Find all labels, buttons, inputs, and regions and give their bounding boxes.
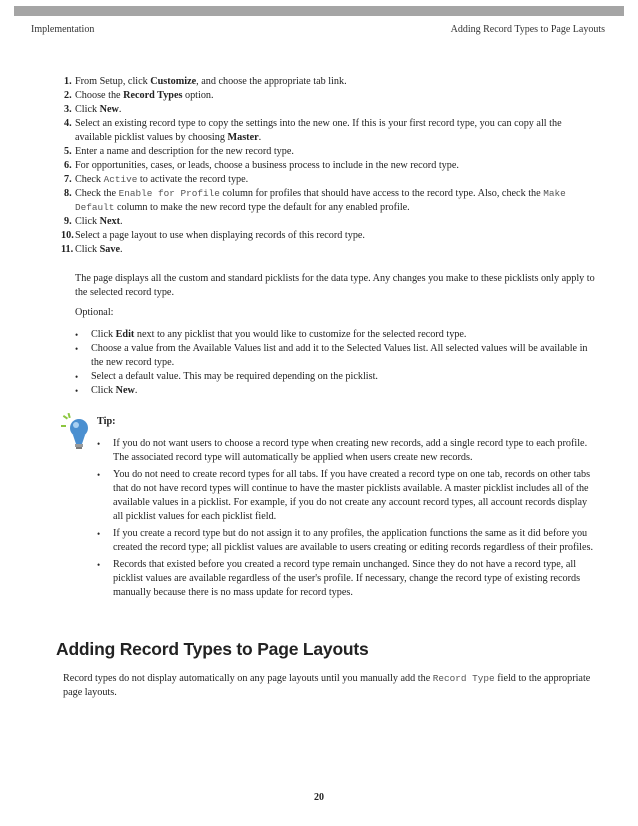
step-number: 5. [64,146,72,157]
step-text: For opportunities, cases, or leads, choose a business process to include in the new record type. [75,160,459,171]
step-number: 2. [64,90,72,101]
ui-label: Master [227,132,259,143]
tip-list [97,437,594,603]
step-text: From Setup, click Customize, and choose the appropriate tab link. [75,76,347,87]
step-item [43,243,595,257]
step-number: 8. [64,188,72,199]
running-header-section: Implementation [31,24,95,35]
step-text: Click Next. [75,216,123,227]
step-number: 1. [64,76,72,87]
step-item [43,159,595,173]
field-name: Active [103,174,138,185]
tip-item: • If you create a record type but do not assign it to any profiles, the application functions the same as it did before you created the record type; all picklist values are available to users creating or editing records regardless of their profiles. [97,527,594,555]
optional-list [75,328,600,398]
ui-label: Save [99,244,120,255]
page-number: 20 [314,792,324,803]
picklist-note: The page displays all the custom and standard picklists for the data type. Any changes you make to these picklists only apply to the selected record type. [75,273,595,298]
step-item [43,215,595,229]
optional-label: Optional: [75,307,114,318]
running-header-title: Adding Record Types to Page Layouts [450,24,605,35]
step-number: 3. [64,104,72,115]
optional-item: • Click New. [75,384,600,398]
step-text: Select an existing record type to copy the settings into the new one. If this is your first record type, you can copy all the available picklist values by choosing Master. [75,118,562,143]
step-text: Check Active to activate the record type. [75,174,249,185]
step-number: 6. [64,160,72,171]
step-number: 9. [64,216,72,227]
field-name: Make Default [75,188,566,213]
section-body: Record types do not display automatically on any page layouts until you manually add the Record Type field to the appropriate page layouts. [63,673,591,698]
section-heading: Adding Record Types to Page Layouts [56,639,369,659]
step-number: 11. [61,244,74,255]
field-name: Enable for Profile [118,188,220,199]
ui-label: Next [99,216,120,227]
lightbulb-icon [60,413,94,453]
step-text: Choose the Record Types option. [75,90,214,101]
tip-item: • If you do not want users to choose a record type when creating new records, add a single record type to each profile. The associated record type will automatically be applied when users create new records. [97,437,594,465]
field-name: Record Type [432,673,495,684]
optional-item: • Select a default value. This may be required depending on the picklist. [75,370,600,384]
step-item [43,229,595,243]
optional-item: • Choose a value from the Available Values list and add it to the Selected Values list. All selected values will be available in the new record type. [75,342,600,370]
step-text: Enter a name and description for the new record type. [75,146,294,157]
step-item [43,75,595,89]
step-item [43,187,595,215]
ui-label: Edit [115,329,135,340]
optional-item: • Click Edit next to any picklist that you would like to customize for the selected record type. [75,328,600,342]
step-item [43,89,595,103]
step-item [43,103,595,117]
step-text: Click Save. [75,244,123,255]
tip-title: Tip: [97,416,116,427]
tip-item: • You do not need to create record types for all tabs. If you have created a record type on one tab, records on other tabs that do not have record types will continue to have the master picklists available. A master picklist includes all of the available values in a picklist. For example, if you do not create any account record types, all account records display all picklist values for each picklist field. [97,468,594,524]
steps-list [43,75,595,257]
step-number: 10. [61,230,74,241]
step-item [43,145,595,159]
ui-label: New [99,104,119,115]
step-item [43,173,595,187]
ui-label: Record Types [123,90,183,101]
ui-label: New [115,385,135,396]
header-bar [14,6,624,16]
step-number: 4. [64,118,72,129]
step-text: Check the Enable for Profile column for profiles that should have access to the record type. Also, check the Make Default column to make the new record type the default for any enabled profile. [75,188,566,213]
tip-item: • Records that existed before you created a record type remain unchanged. Since they do not have a record type, all picklist values are available regardless of the user's profile. If necessary, change the record type of existing records manually because there is no mass update for record types. [97,558,594,600]
step-item [43,117,595,145]
step-number: 7. [64,174,72,185]
ui-label: Customize [150,76,197,87]
step-text: Select a page layout to use when displaying records of this record type. [75,230,365,241]
step-text: Click New. [75,104,122,115]
